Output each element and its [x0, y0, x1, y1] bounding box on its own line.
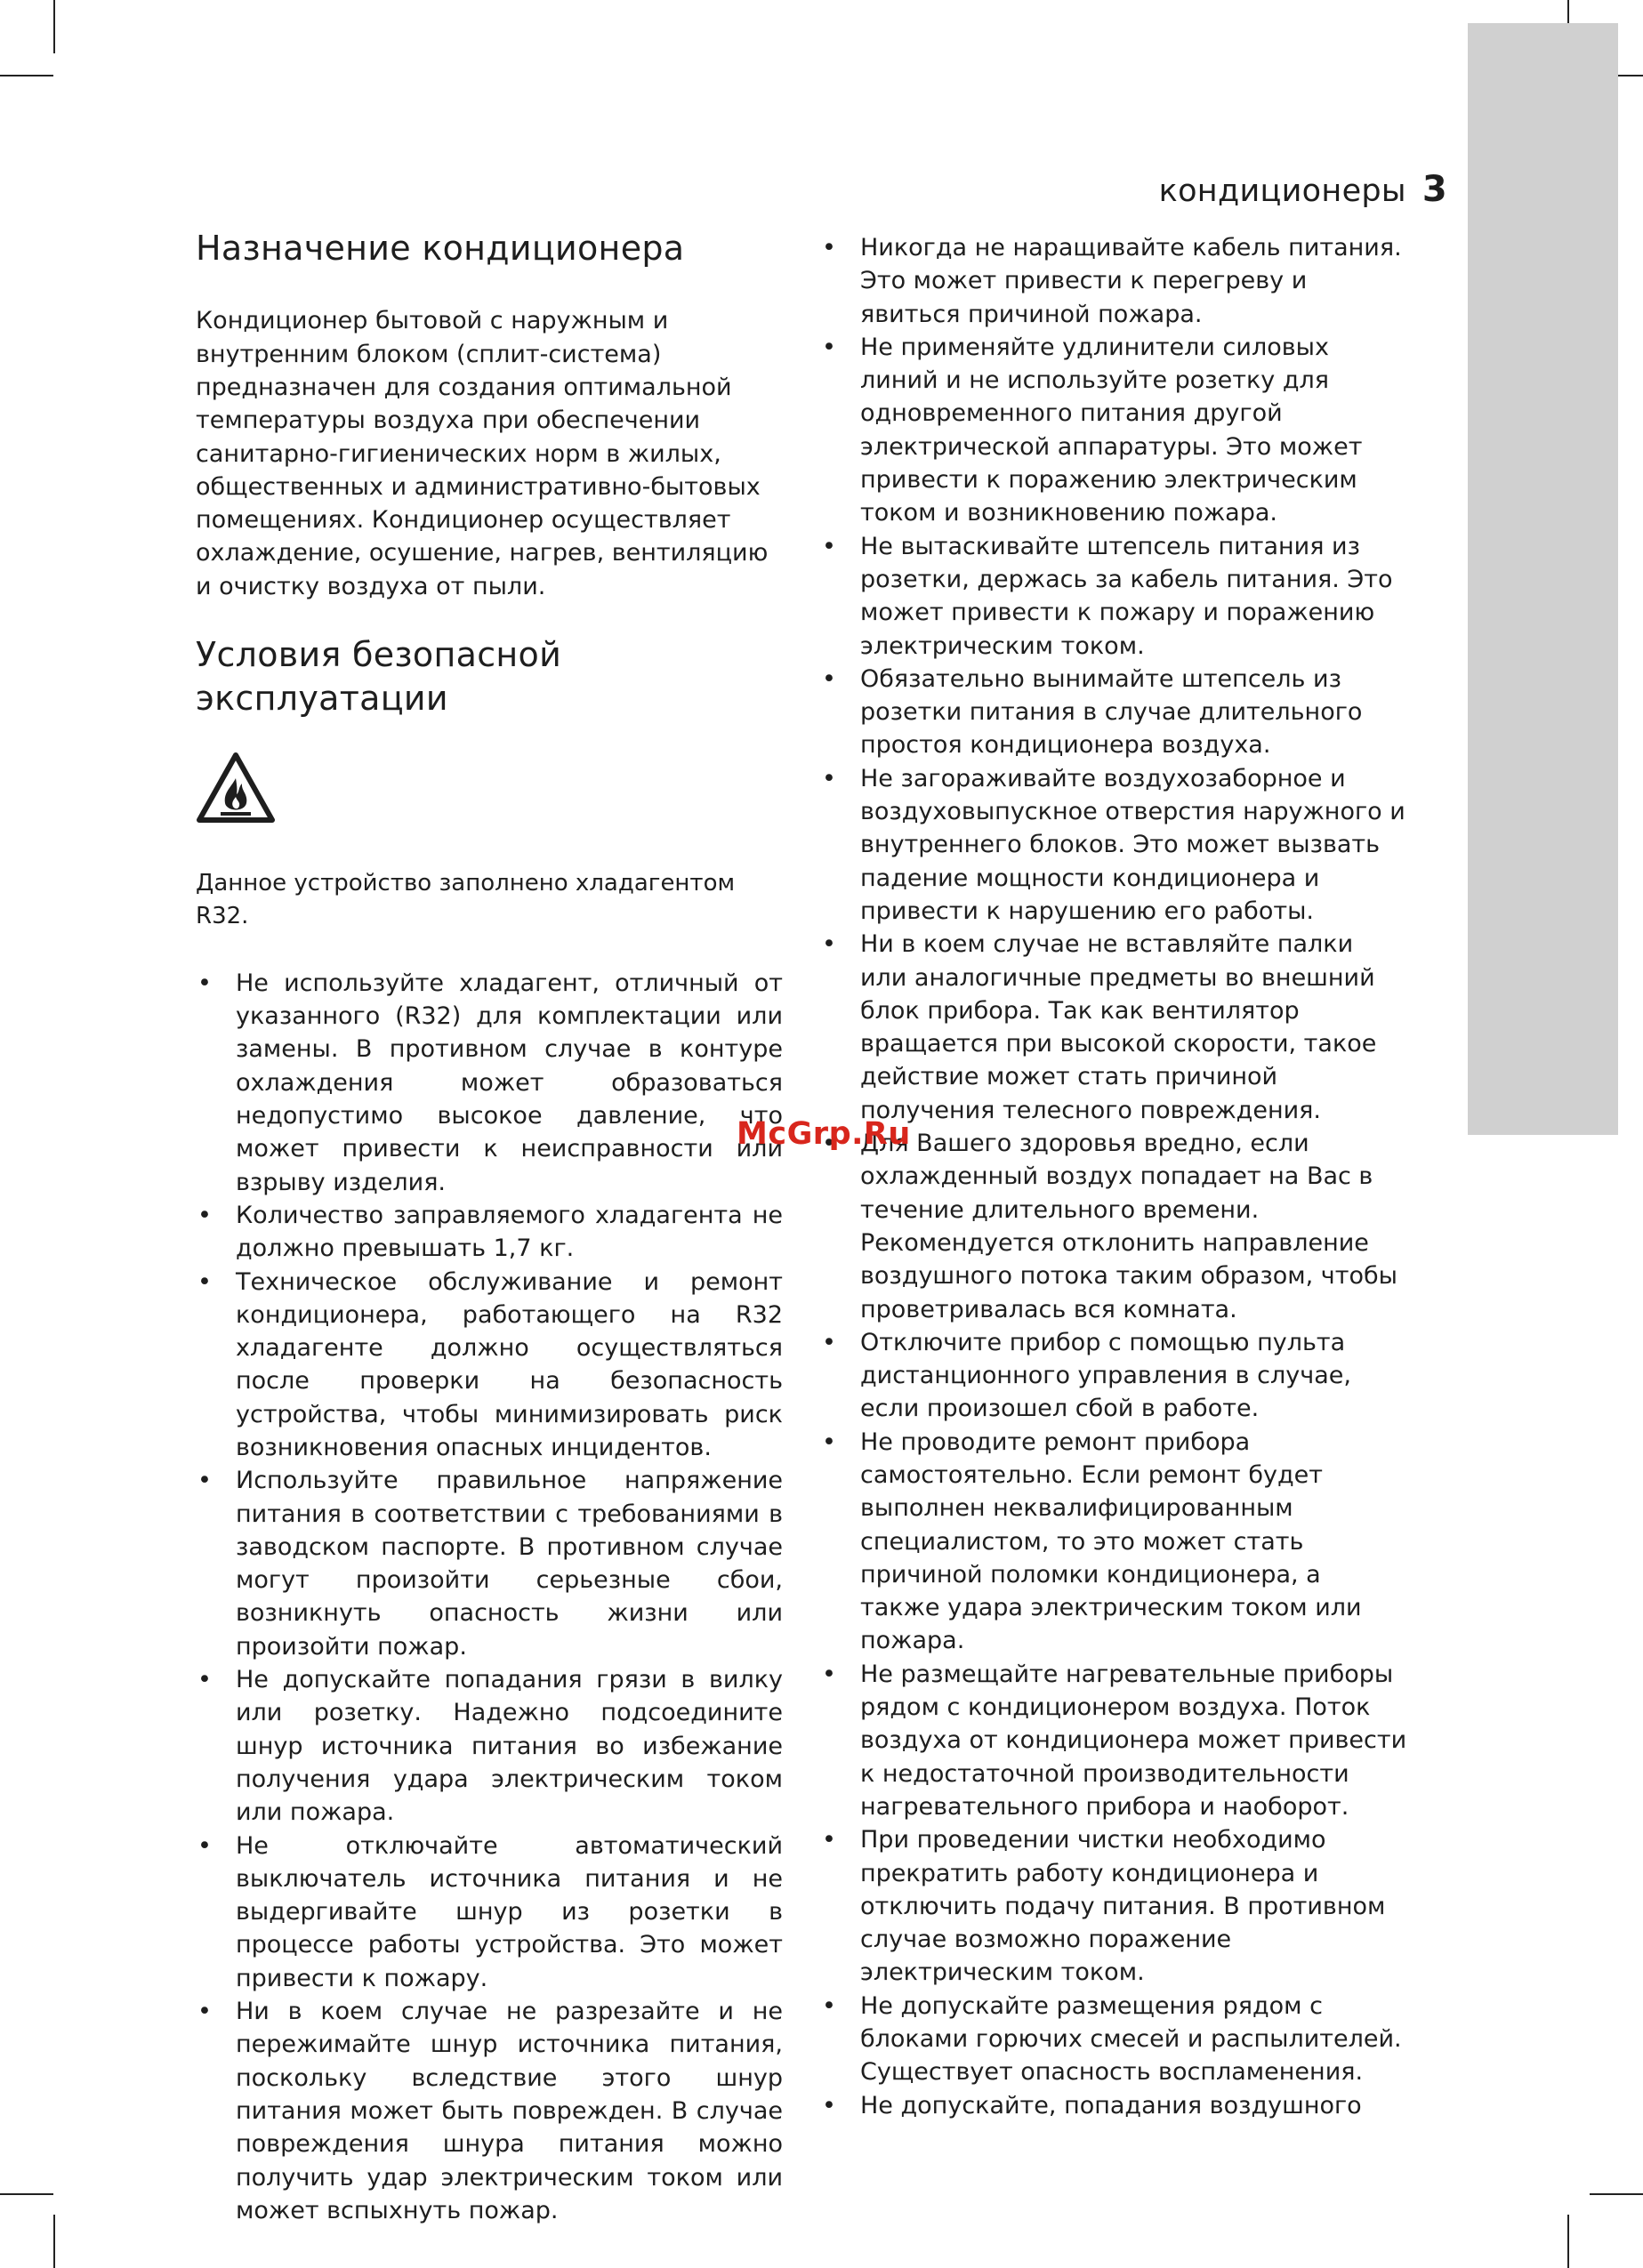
- list-item: • Не допускайте, попадания воздушного: [820, 2089, 1407, 2122]
- list-item: • Обязательно вынимайте штепсель из розетки питания в случае длительного простоя кондиционера воздуха.: [820, 663, 1407, 762]
- watermark: McGrp.Ru: [737, 1116, 911, 1152]
- list-item: • Не допускайте попадания грязи в вилку или розетку. Надежно подсоедините шнур источника питания во избежание получения удара электрическим током или пожара.: [196, 1663, 783, 1829]
- refrigerant-note: Данное устройство заполнено хладагентом R32.: [196, 869, 736, 929]
- crop-mark: [0, 75, 53, 76]
- list-item: • При проведении чистки необходимо прекратить работу кондиционера и отключить подачу питания. В противном случае возможно поражение электрическим током.: [820, 1823, 1407, 1989]
- crop-mark: [1590, 2193, 1643, 2195]
- list-item: • Используйте правильное напряжение питания в соответствии с требованиями в заводском паспорте. В противном случае могут произойти серьезные сбои, возникнуть опасность жизни или произойти пожар.: [196, 1464, 783, 1663]
- safety-heading: Условия безопасной эксплуатации: [196, 635, 562, 719]
- list-item: • Не загораживайте воздухозаборное и воздуховыпускное отверстия наружного и внутреннего блоков. Это может вызвать падение мощности кондиционера и привести к нарушению его работы.: [820, 762, 1407, 928]
- section-title: кондиционеры: [1158, 173, 1406, 209]
- list-item: • Не отключайте автоматический выключатель источника питания и не выдергивайте шнур из розетки в процессе работы устройства. Это может привести к пожару.: [196, 1830, 783, 1995]
- list-item: • Не применяйте удлинители силовых линий и не используйте розетку для одновременного питания другой электрической аппаратуры. Это может привести к поражению электрическим током и возникновению пожара.: [820, 331, 1407, 530]
- crop-mark: [53, 0, 55, 53]
- left-column: [196, 227, 783, 2227]
- list-item: • Ни в коем случае не разрезайте и не пережимайте шнур источника питания, поскольку вследствие этого шнур питания может быть поврежден. В случае повреждения шнура питания можно получить удар электрическим током или может вспыхнуть пожар.: [196, 1995, 783, 2227]
- purpose-text: Кондиционер бытовой с наружным и внутренним блоком (сплит-система) предназначен для создания оптимальной температуры воздуха при обеспечении санитарно-гигиенических норм в жилых, общественных и административно-бытовых помещениях. Кондиционер осуществляет охлаждение, осушение, нагрев, вентиляцию и очистку воздуха от пыли.: [196, 307, 769, 600]
- right-column: [820, 231, 1407, 2122]
- crop-mark: [1567, 2215, 1569, 2268]
- side-tab: [1468, 23, 1618, 1135]
- list-item: • Никогда не наращивайте кабель питания. Это может привести к перегреву и явиться причиной пожара.: [820, 231, 1407, 331]
- page-header: [1159, 169, 1447, 210]
- list-item: • Отключите прибор с помощью пульта дистанционного управления в случае, если произошел сбой в работе.: [820, 1326, 1407, 1426]
- list-item: • Не допускайте размещения рядом с блоками горючих смесей и распылителей. Существует опасность воспламенения.: [820, 1990, 1407, 2089]
- list-item: • Не проводите ремонт прибора самостоятельно. Если ремонт будет выполнен неквалифицированным специалистом, то это может стать причиной поломки кондиционера, а также удара электрическим током или пожара.: [820, 1426, 1407, 1658]
- crop-mark: [0, 2193, 53, 2195]
- flammable-warning-icon: [196, 752, 276, 824]
- list-item: • Количество заправляемого хладагента не должно превышать 1,7 кг.: [196, 1199, 783, 1266]
- list-item: • Не размещайте нагревательные приборы рядом с кондиционером воздуха. Поток воздуха от кондиционера может привести к недостаточной производительности нагревательного прибора и наоборот.: [820, 1658, 1407, 1823]
- list-item: • Не вытаскивайте штепсель питания из розетки, держась за кабель питания. Это может привести к пожару и поражению электрическим током.: [820, 530, 1407, 663]
- list-item: • Ни в коем случае не вставляйте палки или аналогичные предметы во внешний блок прибора. Так как вентилятор вращается при высокой скорости, такое действие может стать причиной получения телесного повреждения.: [820, 928, 1407, 1127]
- crop-mark: [53, 2215, 55, 2268]
- list-item: • Техническое обслуживание и ремонт кондиционера, работающего на R32 хладагенте должно осуществляться после проверки на безопасность устройства, чтобы минимизировать риск возникновения опасных инцидентов.: [196, 1266, 783, 1465]
- page-number: 3: [1422, 169, 1447, 210]
- purpose-heading: Назначение кондиционера: [196, 229, 685, 268]
- safety-list-left: [196, 967, 783, 2227]
- safety-list-right: [820, 231, 1407, 2122]
- list-item: • Для Вашего здоровья вредно, если охлажденный воздух попадает на Вас в течение длительного времени. Рекомендуется отклонить направление воздушного потока таким образом, чтобы проветривалась вся комната.: [820, 1127, 1407, 1326]
- list-item: • Не используйте хладагент, отличный от указанного (R32) для комплектации или замены. В противном случае в контуре охлаждения может образоваться недопустимо высокое давление, что может привести к неисправности или взрыву изделия.: [196, 967, 783, 1199]
